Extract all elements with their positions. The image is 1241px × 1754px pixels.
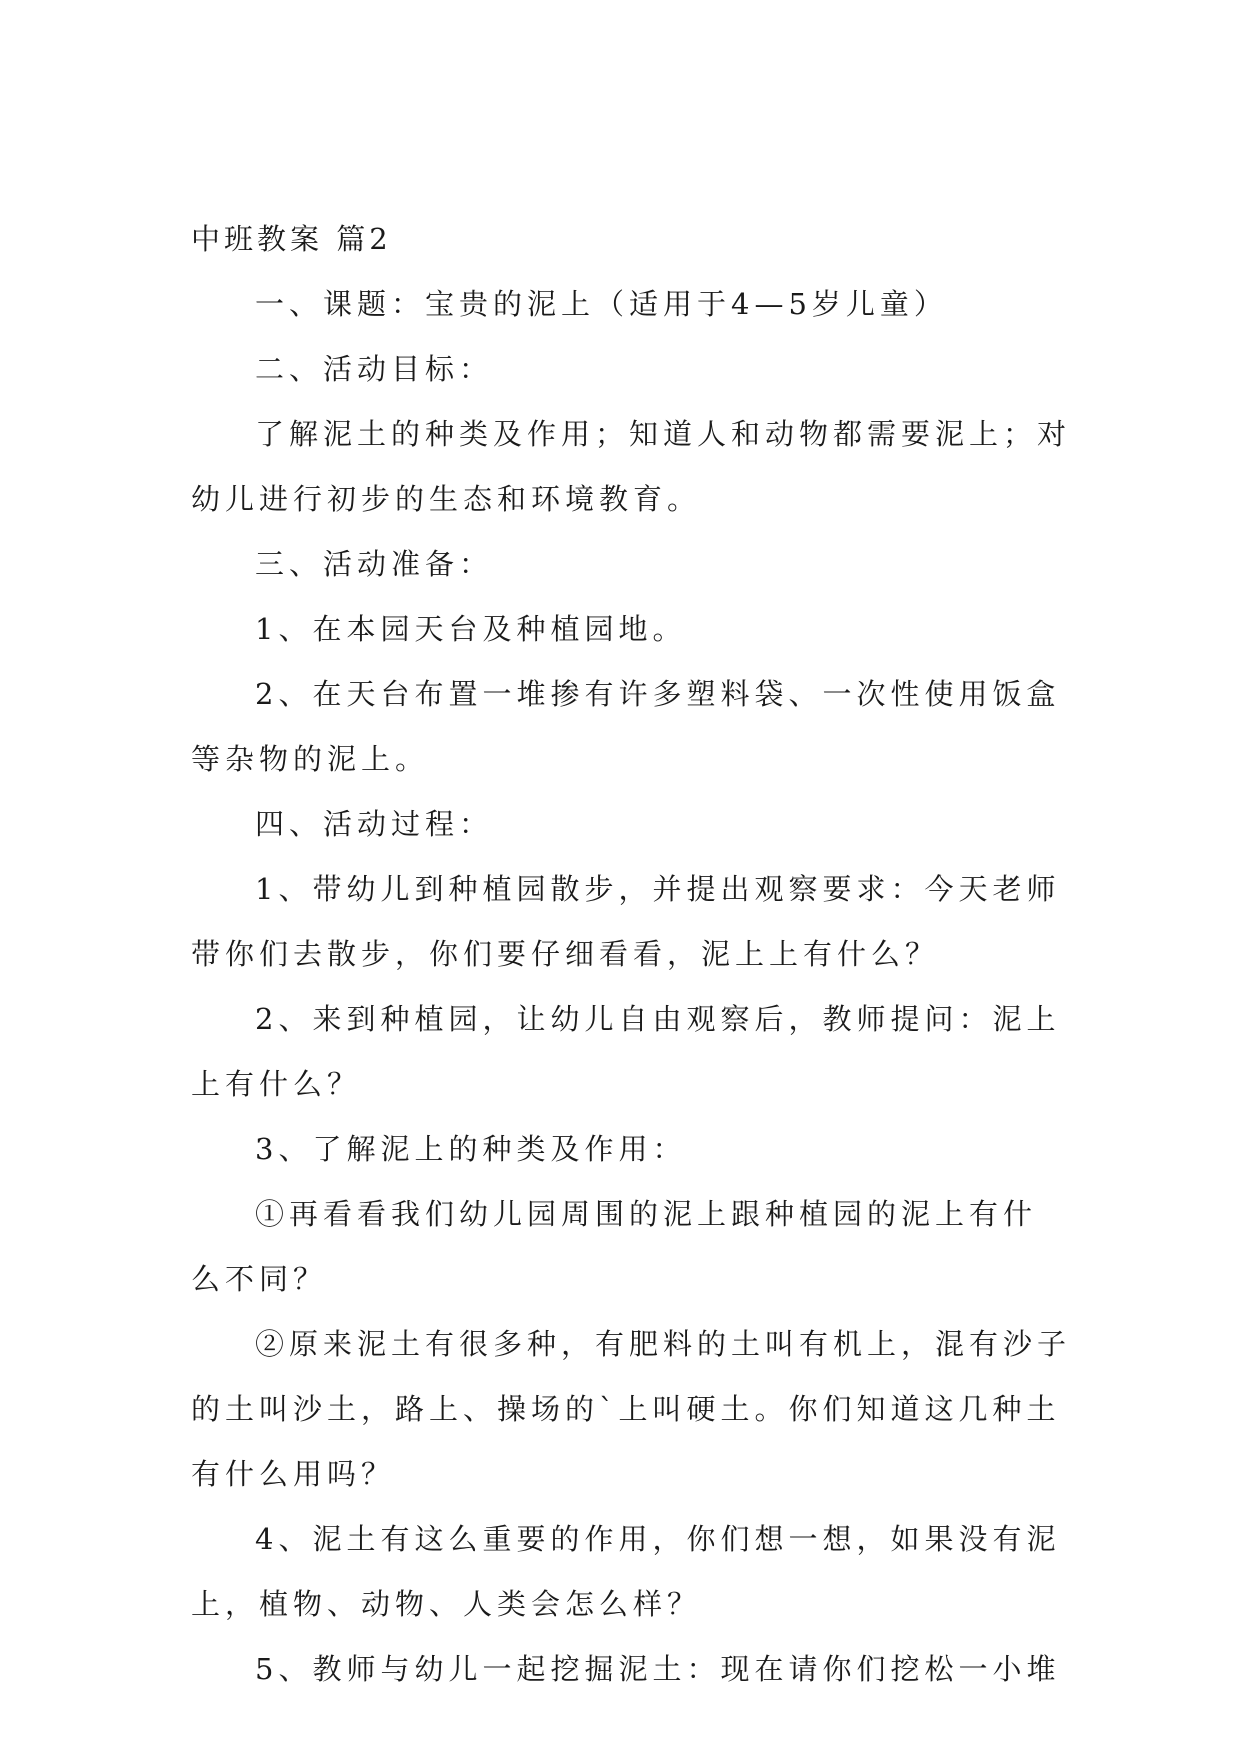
paragraph-line: 了解泥土的种类及作用；知道人和动物都需要泥上；对 — [255, 417, 1072, 451]
paragraph — [191, 1130, 1046, 1168]
paragraph — [191, 1000, 1061, 1103]
paragraph-line: 有什么用吗？ — [191, 1457, 396, 1491]
paragraph-line: 2、来到种植园，让幼儿自由观察后，教师提问：泥上 — [255, 1002, 1061, 1036]
paragraph-line: 幼儿进行初步的生态和环境教育。 — [191, 482, 702, 516]
paragraph-line: 上有什么？ — [191, 1067, 362, 1101]
paragraph-line: 3、了解泥上的种类及作用： — [255, 1132, 687, 1166]
paragraph — [191, 285, 1046, 323]
paragraph — [191, 415, 1072, 518]
paragraph — [191, 675, 1061, 778]
paragraph-line: 二、活动目标： — [255, 352, 494, 386]
paragraph-line: 上，植物、动物、人类会怎么样？ — [191, 1587, 702, 1621]
paragraph — [191, 805, 1046, 843]
paragraph — [191, 610, 1046, 648]
paragraph-line: 4、泥土有这么重要的作用，你们想一想，如果没有泥 — [255, 1522, 1061, 1556]
page-title: 中班教案 篇2 — [191, 222, 392, 256]
paragraph-line: 等杂物的泥上。 — [191, 742, 430, 776]
paragraph — [191, 1195, 1046, 1298]
paragraph — [191, 870, 1061, 973]
paragraph — [191, 1325, 1072, 1493]
document-body — [191, 220, 1072, 1688]
paragraph-line: ②原来泥土有很多种，有肥料的土叫有机上，混有沙子 — [255, 1327, 1072, 1361]
paragraph-line: 1、在本园天台及种植园地。 — [255, 612, 687, 646]
paragraph-line: 的土叫沙土，路上、操场的`上叫硬土。你们知道这几种土 — [191, 1392, 1061, 1426]
paragraph-line: 带你们去散步，你们要仔细看看，泥上上有什么？ — [191, 937, 940, 971]
paragraph-line: 四、活动过程： — [255, 807, 494, 841]
paragraph — [191, 1520, 1061, 1623]
paragraph — [191, 350, 1046, 388]
paragraph-line: 么不同？ — [191, 1262, 328, 1296]
paragraph-line: 一、课题：宝贵的泥上（适用于4—5岁儿童） — [255, 287, 948, 321]
paragraph — [191, 1650, 1061, 1688]
paragraph-line: 1、带幼儿到种植园散步，并提出观察要求：今天老师 — [255, 872, 1061, 906]
paragraph — [191, 545, 1046, 583]
paragraph-line: ①再看看我们幼儿园周围的泥上跟种植园的泥上有什 — [255, 1197, 1038, 1231]
paragraph-line: 三、活动准备： — [255, 547, 494, 581]
paragraph-line: 2、在天台布置一堆掺有许多塑料袋、一次性使用饭盒 — [255, 677, 1061, 711]
paragraph-line: 5、教师与幼儿一起挖掘泥土：现在请你们挖松一小堆 — [255, 1652, 1061, 1686]
